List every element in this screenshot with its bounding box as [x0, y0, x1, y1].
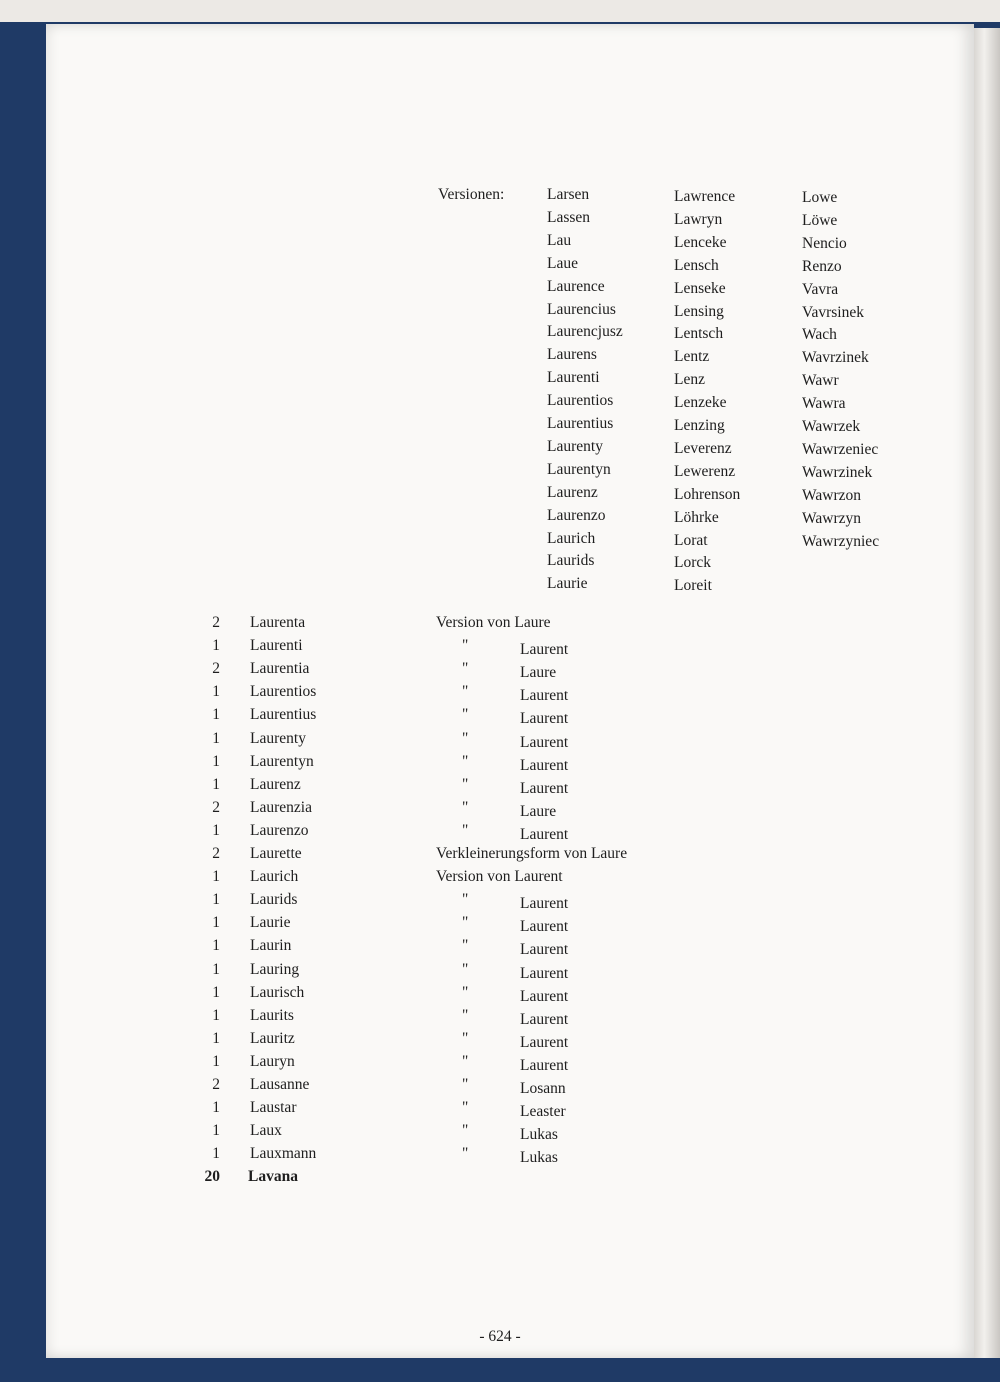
version-name: Lenceke — [674, 233, 727, 251]
entry-name: Laurentia — [250, 660, 310, 678]
entry-count: 1 — [212, 729, 220, 747]
version-name: Wach — [802, 326, 837, 344]
entry-origin: Laure — [520, 664, 557, 682]
version-name: Lowe — [802, 189, 838, 206]
entry-ditto-mark: " — [462, 798, 469, 816]
version-name: Leverenz — [674, 439, 732, 457]
entry-ditto-mark: " — [462, 821, 469, 839]
version-name: Lentz — [674, 348, 710, 366]
version-name: Wawra — [802, 395, 846, 413]
version-name: Laurenty — [547, 437, 603, 455]
version-name: Lawrence — [674, 188, 736, 205]
entry-count: 1 — [212, 891, 220, 909]
version-name: Wavrzinek — [802, 349, 869, 367]
entry-count: 1 — [212, 706, 220, 724]
version-name: Laurids — [547, 552, 595, 570]
entry-count: 1 — [212, 1052, 220, 1070]
entry-ditto-mark: " — [462, 775, 469, 793]
entry-origin: Laurent — [520, 1033, 569, 1051]
entry-count: 1 — [212, 775, 220, 793]
version-name: Wawrzek — [802, 418, 861, 435]
entry-note: Version von Laurent — [436, 868, 563, 886]
entry-origin: Lukas — [520, 1126, 558, 1144]
entry-name: Laurenta — [250, 614, 306, 631]
entry-ditto-mark: " — [462, 706, 469, 724]
entry-name: Lavana — [248, 1168, 298, 1186]
entry-count: 1 — [212, 752, 220, 770]
entry-name: Laurich — [250, 868, 299, 886]
entry-ditto-mark: " — [462, 729, 469, 747]
version-name: Lenzeke — [674, 394, 727, 412]
version-name: Lenz — [674, 371, 705, 389]
entry-ditto-mark: " — [462, 752, 469, 770]
version-name: Laurenz — [547, 483, 598, 501]
entry-count: 20 — [204, 1168, 220, 1186]
version-name: Lohrenson — [674, 485, 741, 503]
entry-ditto-mark: " — [462, 1029, 469, 1047]
entry-name: Laurentios — [250, 683, 317, 701]
entry-origin: Laurent — [520, 756, 569, 774]
version-name: Lensing — [674, 302, 724, 320]
version-name: Laurich — [547, 529, 596, 547]
entry-count: 1 — [212, 637, 220, 655]
version-name: Wawrzyniec — [802, 532, 880, 550]
version-name: Laurencjusz — [547, 323, 623, 341]
version-name: Wawrzinek — [802, 463, 873, 481]
entry-ditto-mark: " — [462, 1076, 469, 1093]
entry-origin: Laurent — [520, 941, 569, 959]
entry-origin: Laurent — [520, 825, 569, 843]
entry-ditto-mark: " — [462, 914, 469, 932]
version-name: Lentsch — [674, 325, 724, 343]
entry-origin: Laurent — [520, 641, 569, 659]
entry-count: 1 — [212, 1122, 220, 1140]
page-stack-edge — [974, 28, 1000, 1358]
entry-ditto-mark: " — [462, 937, 469, 955]
version-name: Laurence — [547, 277, 605, 295]
version-name: Laurenzo — [547, 506, 606, 524]
entry-origin: Leaster — [520, 1103, 566, 1121]
entry-name: Laurenzo — [250, 821, 309, 839]
version-name: Loreit — [674, 577, 712, 595]
entry-count: 1 — [212, 868, 220, 886]
version-name: Lorck — [674, 554, 712, 572]
entry-name: Lauring — [250, 960, 300, 978]
version-name: Lenseke — [674, 279, 726, 297]
version-name: Laurie — [547, 575, 588, 593]
entry-origin: Laurent — [520, 918, 569, 936]
entry-origin: Laurent — [520, 1056, 569, 1074]
version-name: Laurentios — [547, 392, 614, 410]
version-name: Lensch — [674, 256, 719, 274]
entry-count: 2 — [212, 660, 220, 678]
entry-name: Laurette — [250, 845, 302, 862]
entry-origin: Laure — [520, 802, 557, 820]
version-name: Wawrzeniec — [802, 440, 879, 458]
entry-ditto-mark: " — [462, 660, 469, 678]
entry-ditto-mark: " — [462, 637, 469, 655]
entry-count: 1 — [212, 821, 220, 839]
entry-origin: Laurent — [520, 1010, 569, 1028]
entry-origin: Lukas — [520, 1149, 558, 1167]
book-cover-top — [0, 0, 1000, 22]
version-name: Laurentyn — [547, 460, 611, 478]
entry-count: 1 — [212, 1029, 220, 1047]
version-name: Lassen — [547, 208, 591, 226]
version-name: Laue — [547, 254, 578, 272]
entry-origin: Laurent — [520, 779, 569, 797]
version-name: Laurencius — [547, 300, 616, 318]
version-name: Lau — [547, 231, 572, 249]
entry-count: 1 — [212, 937, 220, 955]
entry-count: 2 — [212, 614, 220, 631]
version-name: Laurens — [547, 346, 597, 364]
entry-count: 2 — [212, 798, 220, 816]
entry-note: Version von Laure — [436, 614, 551, 631]
version-name: Wawrzyn — [802, 509, 862, 527]
versions-header: Versionen: — [438, 186, 505, 203]
entry-ditto-mark: " — [462, 983, 469, 1001]
entry-origin: Laurent — [520, 710, 569, 728]
entry-count: 1 — [212, 914, 220, 932]
entry-name: Laurentyn — [250, 752, 314, 770]
entry-ditto-mark: " — [462, 1006, 469, 1024]
entry-name: Laurin — [250, 937, 292, 955]
entry-count: 1 — [212, 960, 220, 978]
entry-name: Laurie — [250, 914, 291, 932]
entry-ditto-mark: " — [462, 960, 469, 978]
entry-name: Lauritz — [250, 1029, 295, 1047]
entry-origin: Laurent — [520, 964, 569, 982]
entry-name: Lauxmann — [250, 1145, 317, 1163]
version-name: Lenzing — [674, 417, 725, 434]
entry-origin: Laurent — [520, 895, 569, 913]
version-name: Nencio — [802, 234, 847, 252]
entry-count: 1 — [212, 1145, 220, 1163]
version-name: Vavra — [802, 280, 839, 298]
version-name: Lawryn — [674, 210, 723, 228]
version-name: Wawrzon — [802, 486, 862, 504]
entry-name: Laux — [250, 1122, 282, 1140]
entry-note: Verkleinerungsform von Laure — [436, 845, 628, 862]
entry-origin: Laurent — [520, 733, 569, 751]
entry-ditto-mark: " — [462, 1052, 469, 1070]
entry-origin: Losann — [520, 1080, 566, 1097]
version-name: Renzo — [802, 257, 842, 275]
version-name: Wawr — [802, 372, 839, 390]
entry-name: Lauryn — [250, 1052, 295, 1070]
entry-count: 1 — [212, 683, 220, 701]
entry-name: Laurits — [250, 1006, 294, 1024]
entry-name: Lausanne — [250, 1076, 310, 1093]
entry-name: Laurenty — [250, 729, 306, 747]
entry-ditto-mark: " — [462, 1099, 469, 1117]
version-name: Larsen — [547, 186, 590, 203]
entry-ditto-mark: " — [462, 1145, 469, 1163]
entry-count: 2 — [212, 1076, 220, 1093]
version-name: Löhrke — [674, 508, 719, 526]
entry-ditto-mark: " — [462, 683, 469, 701]
version-name: Laurentius — [547, 415, 614, 432]
version-name: Vavrsinek — [802, 303, 864, 321]
entry-origin: Laurent — [520, 687, 569, 705]
entry-ditto-mark: " — [462, 1122, 469, 1140]
entry-name: Laurisch — [250, 983, 305, 1001]
version-name: Laurenti — [547, 369, 600, 387]
entry-name: Laurids — [250, 891, 298, 909]
version-name: Löwe — [802, 211, 838, 229]
entry-name: Laustar — [250, 1099, 297, 1117]
entry-ditto-mark: " — [462, 891, 469, 909]
page-number: - 624 - — [479, 1328, 521, 1345]
entry-name: Laurenz — [250, 775, 301, 793]
entry-count: 1 — [212, 983, 220, 1001]
entry-name: Laurentius — [250, 706, 317, 724]
entry-count: 2 — [212, 845, 220, 862]
entry-name: Laurenzia — [250, 798, 312, 816]
entry-count: 1 — [212, 1006, 220, 1024]
entry-count: 1 — [212, 1099, 220, 1117]
entry-name: Laurenti — [250, 637, 303, 655]
version-name: Lewerenz — [674, 462, 736, 480]
version-name: Lorat — [674, 531, 708, 549]
entry-origin: Laurent — [520, 987, 569, 1005]
